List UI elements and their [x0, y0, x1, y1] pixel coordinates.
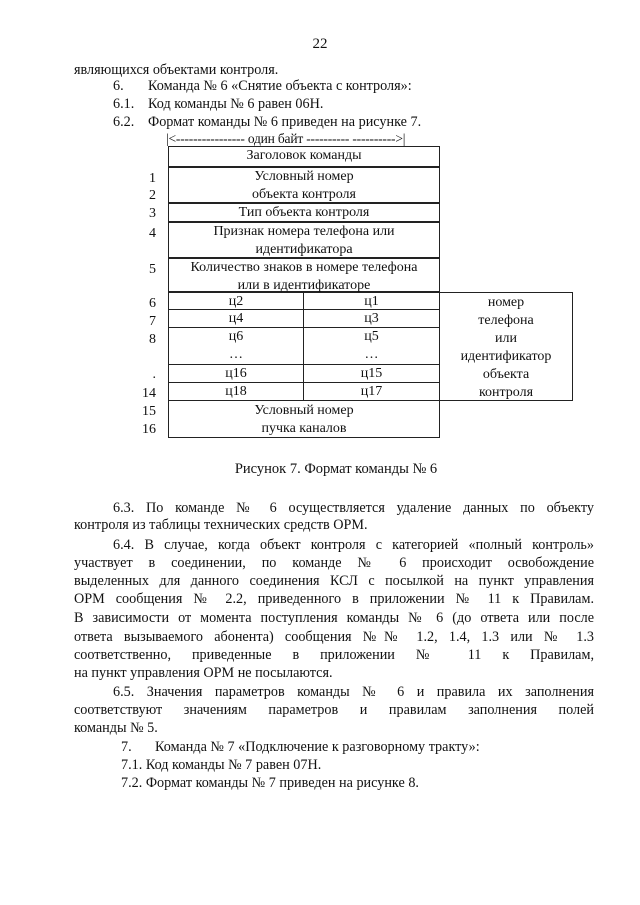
digit-cell	[168, 382, 304, 401]
table-header-cell	[168, 146, 440, 167]
digit-cell	[303, 382, 440, 401]
digit-text: ц17	[360, 384, 383, 399]
side-label-line: идентификатор	[460, 349, 552, 364]
side-label-line: номер	[487, 295, 525, 310]
digit-cell	[168, 327, 304, 365]
digit-cell	[303, 327, 440, 365]
item-6-2-text: Формат команды № 6 приведен на рисунке 7.	[148, 114, 422, 130]
para-6-3-line: контроля из таблицы технических средств ОРМ.	[74, 517, 368, 533]
para-6-4-line: участвует в соединении, по команде № 6 происходит освобождение	[74, 555, 594, 571]
digit-count-line2: или в идентификаторе	[237, 278, 371, 293]
row-number-6: 6	[149, 296, 156, 311]
row-number-4: 4	[149, 226, 156, 241]
phone-flag-line2: идентификатора	[255, 242, 353, 257]
side-label-line: контроля	[478, 385, 534, 400]
para-6-5-line: 6.5. Значения параметров команды № 6 и правила их заполнения	[113, 684, 594, 700]
para-6-4-line: 6.4. В случае, когда объект контроля с категорией «полный контроль»	[113, 537, 594, 553]
phone-flag-line1: Признак номера телефона или	[213, 224, 395, 239]
item-6-number: 6.	[113, 78, 124, 94]
object-type-text: Тип объекта контроля	[238, 205, 370, 220]
para-6-4-line: на пункт управления ОРМ не посылаются.	[74, 665, 333, 681]
channel-group-cell	[168, 400, 440, 438]
row-number-14: 14	[142, 386, 156, 401]
item-6-text: Команда № 6 «Снятие объекта с контроля»:	[148, 78, 412, 94]
para-6-4-line: выделенных для данного соединения КСЛ с посылкой на пункт управления	[74, 573, 594, 589]
ellipsis-text: …	[229, 347, 243, 362]
digit-cell	[303, 292, 440, 310]
digit-text: ц1	[364, 294, 379, 309]
object-number-cell	[168, 167, 440, 203]
row-number-2: 2	[149, 188, 156, 203]
digit-text: ц2	[228, 294, 244, 309]
item-6-1-text: Код команды № 6 равен 06H.	[148, 96, 324, 112]
phone-flag-cell	[168, 222, 440, 258]
digit-text: ц18	[225, 384, 247, 399]
digit-text: ц5	[364, 329, 379, 344]
digit-cell	[168, 292, 304, 310]
side-label-line: объекта	[482, 367, 530, 382]
digit-count-line1: Количество знаков в номере телефона	[190, 260, 418, 275]
row-number-8: 8	[149, 332, 156, 347]
para-6-4-line: соответственно, приведенные в приложении № 11 к Правилам,	[74, 647, 594, 663]
row-number-16: 16	[142, 422, 156, 437]
byte-width-arrow: |<---------------- один байт ---------- ---------->|	[166, 131, 406, 146]
row-number-7: 7	[149, 314, 156, 329]
item-7-text: Команда № 7 «Подключение к разговорному тракту»:	[155, 739, 480, 755]
digit-cell	[168, 309, 304, 328]
item-6-1-number: 6.1.	[113, 96, 135, 112]
object-number-line1: Условный номер	[254, 169, 354, 184]
row-number-5: 5	[149, 262, 156, 277]
digit-cell	[168, 364, 304, 383]
side-label-cell	[439, 292, 573, 401]
item-7-1-text: 7.1. Код команды № 7 равен 07H.	[121, 757, 322, 773]
channel-group-line1: Условный номер	[254, 403, 354, 418]
intro-line: являющихся объектами контроля.	[74, 62, 279, 78]
digit-count-cell	[168, 258, 440, 292]
para-6-4-line: ответа вызываемого абонента) сообщения №№ 1.2, 1.4, 1.3 или № 1.3	[74, 629, 594, 645]
object-type-cell	[168, 203, 440, 222]
digit-cell	[303, 364, 440, 383]
table-header-text: Заголовок команды	[246, 148, 362, 163]
item-7-number: 7.	[121, 739, 132, 755]
digit-cell	[303, 309, 440, 328]
page-number: 22	[312, 36, 328, 52]
row-number-1: 1	[149, 171, 156, 186]
digit-text: ц6	[228, 329, 244, 344]
digit-text: ц4	[228, 311, 244, 326]
row-number-3: 3	[149, 206, 156, 221]
side-label-line: или	[495, 331, 517, 346]
row-number-15: 15	[142, 404, 156, 419]
row-number-dot: .	[152, 367, 156, 382]
digit-text: ц3	[364, 311, 379, 326]
digit-text: ц16	[225, 366, 247, 381]
figure-caption: Рисунок 7. Формат команды № 6	[234, 461, 438, 477]
object-number-line2: объекта контроля	[252, 187, 356, 202]
digit-text: ц15	[360, 366, 383, 381]
para-6-4-line: ОРМ сообщения № 2.2, приведенного в приложении № 11 к Правилам.	[74, 591, 594, 607]
side-label-line: телефона	[478, 313, 534, 328]
ellipsis-text: …	[364, 347, 379, 362]
para-6-3-line: 6.3. По команде № 6 осуществляется удаление данных по объекту	[113, 500, 594, 516]
para-6-5-line: команды № 5.	[74, 720, 158, 736]
channel-group-line2: пучка каналов	[261, 421, 347, 436]
para-6-5-line: соответствуют значениям параметров и правилам заполнения полей	[74, 702, 594, 718]
para-6-4-line: В зависимости от момента поступления команды № 6 (до ответа или после	[74, 610, 594, 626]
item-7-2-text: 7.2. Формат команды № 7 приведен на рисунке 8.	[121, 775, 419, 791]
item-6-2-number: 6.2.	[113, 114, 135, 130]
